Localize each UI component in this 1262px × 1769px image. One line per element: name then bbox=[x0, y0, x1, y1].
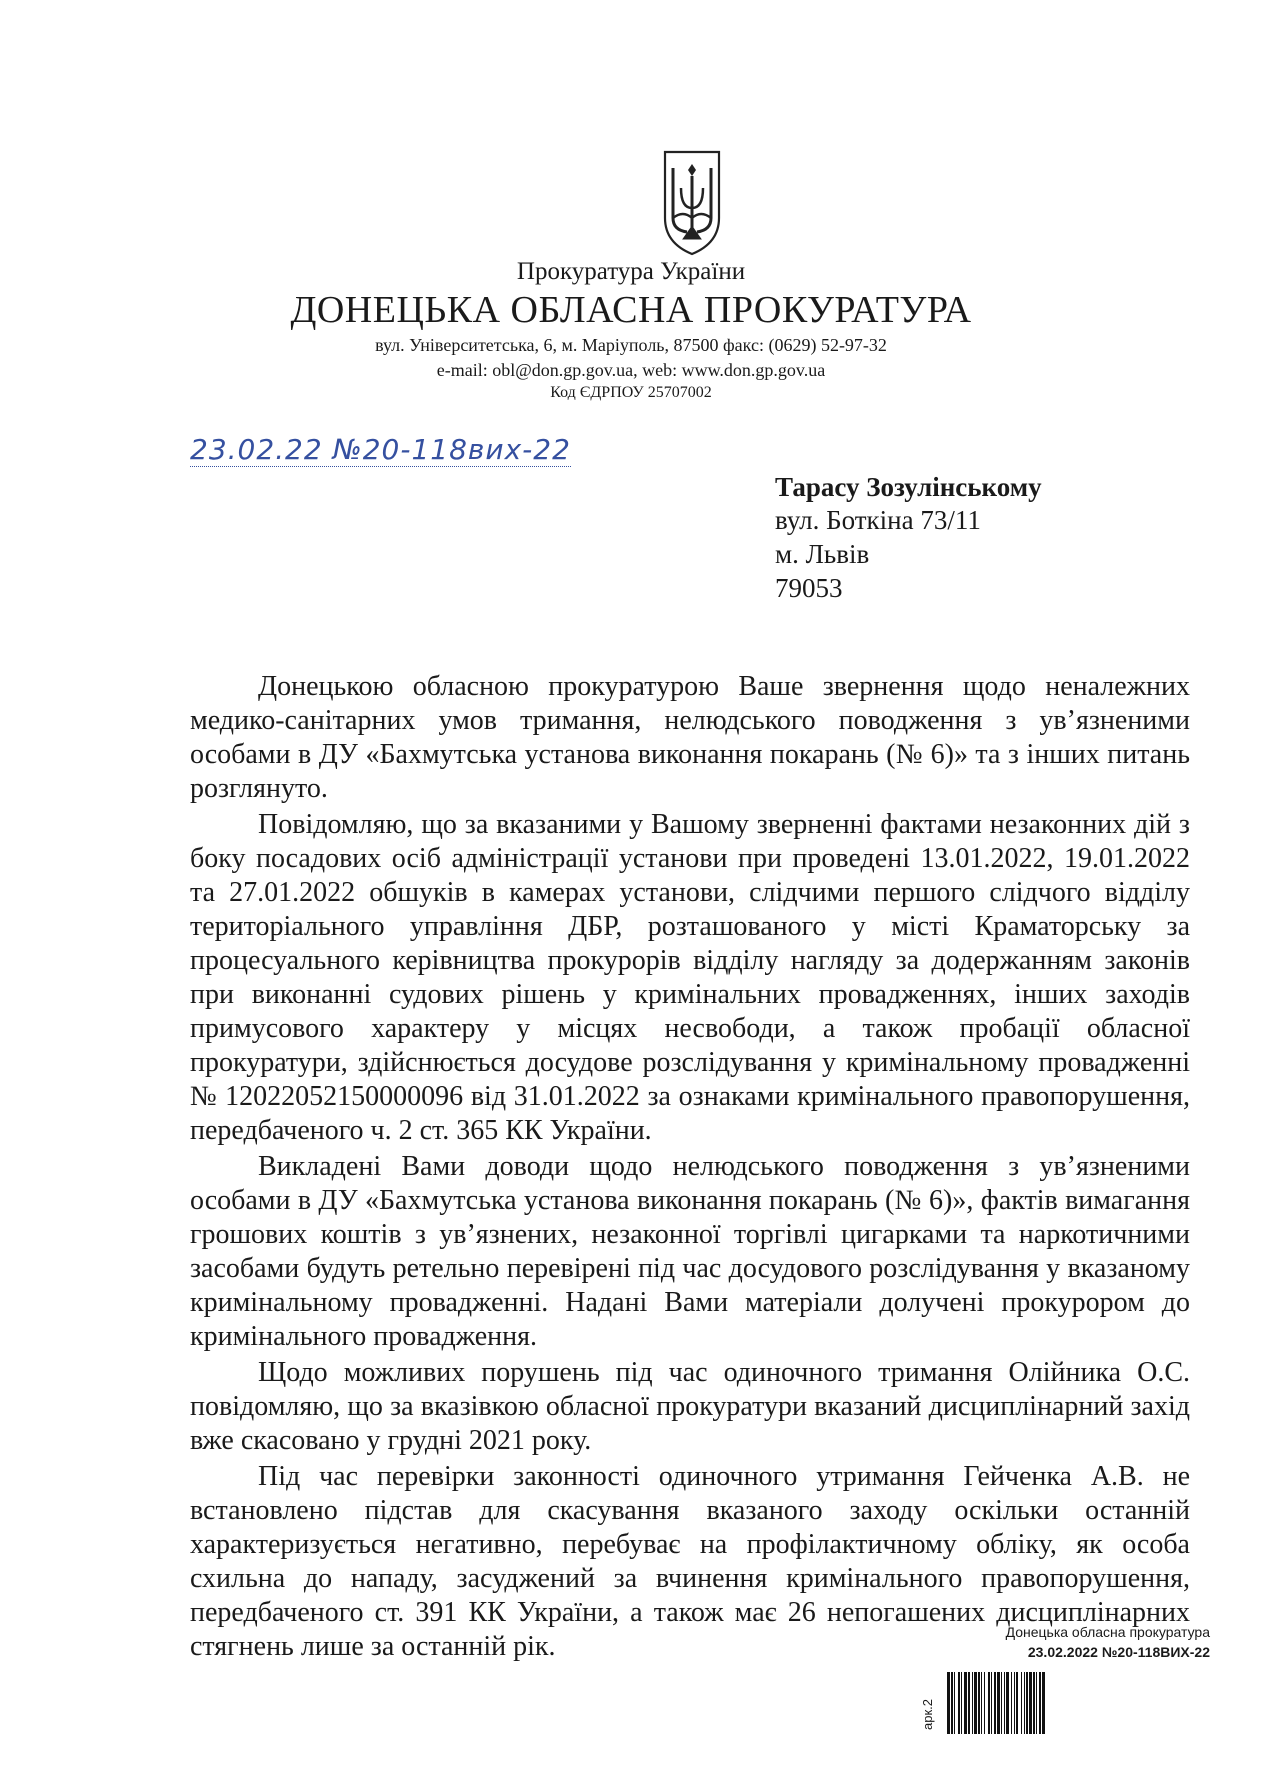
paragraph: Під час перевірки законності одиночного утримання Гейченка А.В. не встановлено підстав для скасування вказаного заходу оскільки останній характеризується негативно, перебуває на профілактичному обліку, як особа схильна до нападу, засуджений за вчинення кримінального правопорушення, передбаченого ст. 391 КК України, а також має 26 непогашених дисциплінарних стягнень лише за останній рік. bbox=[190, 1461, 1190, 1662]
org-parent: Прокуратура України bbox=[516, 258, 746, 285]
barcode-bar bbox=[988, 1672, 990, 1734]
barcode-bar bbox=[994, 1672, 996, 1734]
sheet-number: арк.2 bbox=[920, 1699, 935, 1730]
barcode-bar bbox=[1006, 1672, 1009, 1734]
letter-body bbox=[190, 670, 1190, 1666]
org-name: ДОНЕЦЬКА ОБЛАСНА ПРОКУРАТУРА bbox=[290, 289, 972, 331]
paragraph: Повідомляю, що за вказаними у Вашому зверненні фактами незаконних дій з боку посадових осіб адміністрації установи при проведені 13.01.2022, 19.01.2022 та 27.01.2022 обшуків в камерах установи, слідчими першого слідчого відділу територіального управління ДБР, розташованого у місті Краматорську за процесуального керівництва прокурорів відділу нагляду за додержанням законів при виконанні судових рішень у кримінальних провадженнях, інших заходів примусового характеру у місцях несвободи, а також пробації обласної прокуратури, здійснюється досудове розслідування у кримінальному провадженні № 12022052150000096 від 31.01.2022 за ознаками кримінального правопорушення, передбаченого ч. 2 ст. 365 КК України. bbox=[190, 809, 1190, 1146]
barcode-bar bbox=[1021, 1672, 1022, 1734]
barcode-bar bbox=[1036, 1672, 1037, 1734]
barcode-bar bbox=[1016, 1672, 1018, 1734]
sheet-label bbox=[917, 1670, 939, 1736]
recipient-city: м. Львів bbox=[775, 539, 870, 569]
barcode-bar bbox=[974, 1672, 977, 1734]
barcode-bar bbox=[984, 1672, 985, 1734]
barcode-block bbox=[920, 1670, 1195, 1736]
registration-stamp bbox=[1006, 1622, 1210, 1662]
barcode-bar bbox=[1042, 1672, 1045, 1734]
barcode-bar bbox=[1004, 1672, 1005, 1734]
paragraph: Донецькою обласною прокуратурою Ваше звернення щодо неналежних медико-санітарних умов тримання, нелюдського поводження з ув’язненими особами в ДУ «Бахмутська установа виконання покарань (№ 6)» та з інших питань розглянуто. bbox=[190, 671, 1190, 804]
barcode-bar bbox=[1033, 1672, 1035, 1734]
org-contacts: e-mail: obl@don.gp.gov.ua, web: www.don.gp.gov.ua bbox=[436, 360, 826, 380]
paragraph: Щодо можливих порушень під час одиночного тримання Олійника О.С. повідомляю, що за вказівкою обласної прокуратури вказаний дисциплінарний захід вже скасовано у грудні 2021 року. bbox=[190, 1357, 1190, 1456]
barcode-bar bbox=[968, 1672, 970, 1734]
barcode-bar bbox=[1011, 1672, 1012, 1734]
paragraph: Викладені Вами доводи щодо нелюдського поводження з ув’язненими особами в ДУ «Бахмутська установа виконання покарань (№ 6)», фактів вимагання грошових коштів з ув’язнених, незаконної торгівлі цигарками та наркотичними засобами будуть ретельно перевірені під час досудового розслідування у вказаному кримінальному провадженні. Надані Вами матеріали долучені прокурором до кримінального провадження. bbox=[190, 1151, 1190, 1352]
recipient-name: Тарасу Зозулінському bbox=[775, 472, 1042, 502]
barcode-bar bbox=[954, 1672, 955, 1734]
barcode-bar bbox=[978, 1672, 980, 1734]
barcode-bar bbox=[1026, 1672, 1028, 1734]
barcode-bar bbox=[964, 1672, 967, 1734]
barcode-bar bbox=[947, 1672, 950, 1734]
barcode-bar bbox=[961, 1672, 962, 1734]
barcode-bar bbox=[991, 1672, 992, 1734]
barcode-bar bbox=[951, 1672, 953, 1734]
org-code: Код ЄДРПОУ 25707002 bbox=[550, 384, 712, 401]
barcode-bar bbox=[1029, 1672, 1032, 1734]
barcode-bar bbox=[997, 1672, 1000, 1734]
barcode-bar bbox=[972, 1672, 973, 1734]
barcode-bar bbox=[1039, 1672, 1041, 1734]
barcode-bar bbox=[1001, 1672, 1002, 1734]
recipient-zip: 79053 bbox=[775, 573, 843, 603]
stamp-org: Донецька обласна прокуратура bbox=[1005, 1624, 1210, 1640]
outgoing-number: 23.02.22 №20-118вих-22 bbox=[190, 433, 571, 466]
barcode-bar bbox=[958, 1672, 960, 1734]
stamp-number: 23.02.2022 №20-118ВИХ-22 bbox=[1027, 1644, 1210, 1660]
org-address: вул. Університетська, 6, м. Маріуполь, 87500 факс: (0629) 52-97-32 bbox=[375, 335, 887, 355]
trident-emblem-icon bbox=[657, 148, 727, 258]
barcode-bar bbox=[981, 1672, 982, 1734]
recipient-street: вул. Боткіна 73/11 bbox=[775, 505, 981, 535]
barcode-bar bbox=[1024, 1672, 1025, 1734]
barcode-icon bbox=[945, 1670, 1195, 1736]
barcode-bar bbox=[1014, 1672, 1015, 1734]
